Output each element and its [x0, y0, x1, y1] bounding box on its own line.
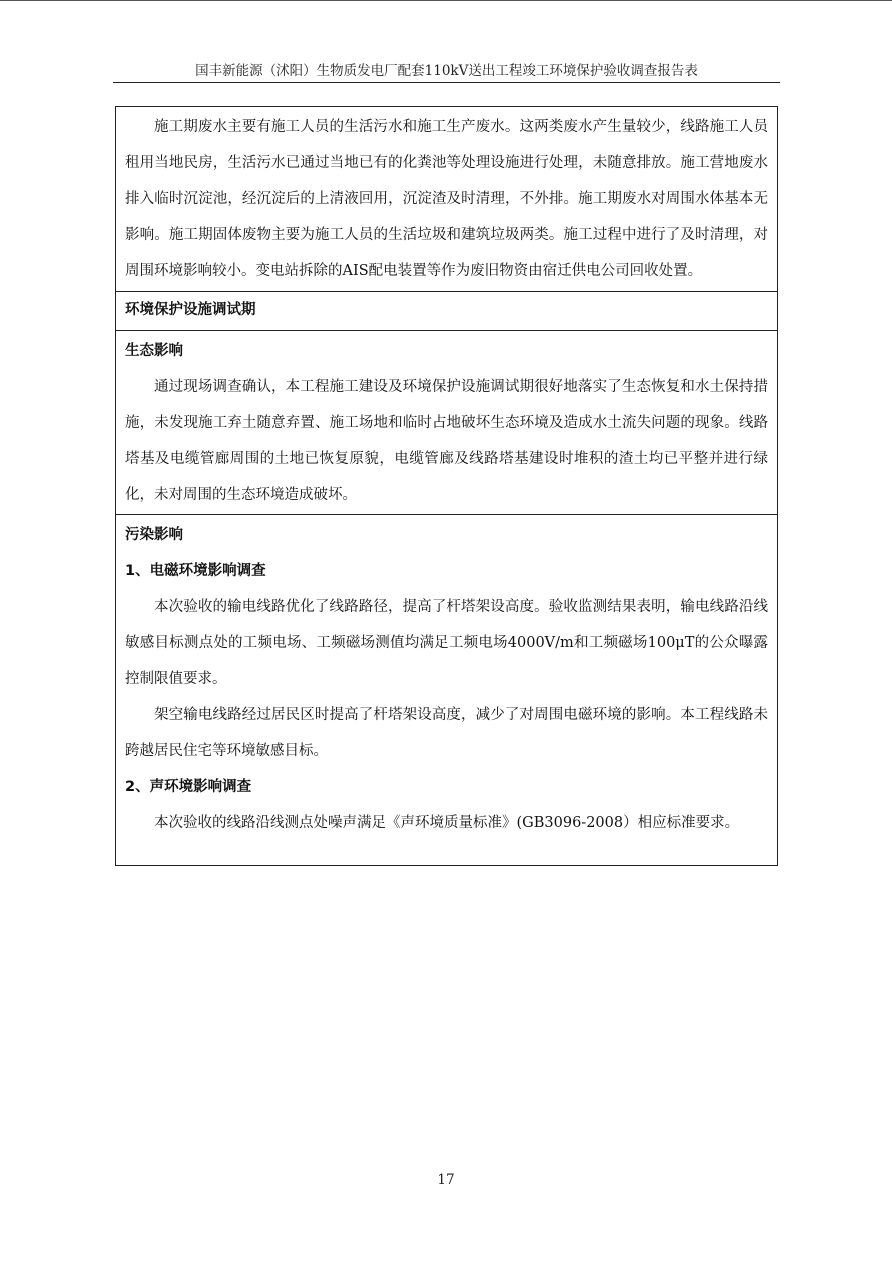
header-divider [113, 82, 780, 83]
electromagnetic-paragraph-2: 架空输电线路经过居民区时提高了杆塔架设高度，减少了对周围电磁环境的影响。本工程线路未跨越居民住宅等环境敏感目标。 [125, 707, 768, 759]
page-top-border [0, 0, 892, 1]
ecology-paragraph: 通过现场调查确认，本工程施工建设及环境保护设施调试期很好地落实了生态恢复和水土保持措施，未发现施工弃土随意弃置、施工场地和临时占地破坏生态环境及造成水土流失问题的现象。线路塔基及电缆管廊周围的土地已恢复原貌，电缆管廊及线路塔基建设时堆积的渣土均已平整并进行绿化，未对周围的生态环境造成破坏。 [125, 379, 768, 503]
report-header-title: 国丰新能源（沭阳）生物质发电厂配套110kV送出工程竣工环境保护验收调查报告表 [195, 63, 698, 79]
table-row [116, 515, 778, 866]
trial-period-title: 环境保护设施调试期 [125, 302, 256, 318]
table-row [116, 107, 778, 292]
report-table [115, 106, 778, 866]
acoustic-title: 2、声环境影响调查 [125, 779, 252, 795]
ecology-title: 生态影响 [125, 343, 183, 359]
table-row [116, 331, 778, 515]
table-row [116, 292, 778, 331]
ecology-cell [116, 331, 778, 515]
pollution-title: 污染影响 [125, 527, 183, 543]
trial-period-cell [116, 292, 778, 331]
construction-period-cell [116, 107, 778, 292]
construction-period-paragraph: 施工期废水主要有施工人员的生活污水和施工生产废水。这两类废水产生量较少，线路施工人员租用当地民房，生活污水已通过当地已有的化粪池等处理设施进行处理，未随意排放。施工营地废水排入临时沉淀池，经沉淀后的上清液回用，沉淀渣及时清理，不外排。施工期废水对周围水体基本无影响。施工期固体废物主要为施工人员的生活垃圾和建筑垃圾两类。施工过程中进行了及时清理，对周围环境影响较小。变电站拆除的AIS配电装置等作为废旧物资由宿迁供电公司回收处置。 [125, 119, 768, 279]
electromagnetic-paragraph-1: 本次验收的输电线路优化了线路路径，提高了杆塔架设高度。验收监测结果表明，输电线路沿线敏感目标测点处的工频电场、工频磁场测值均满足工频电场4000V/m和工频磁场100μT的公众曝露控制限值要求。 [125, 599, 768, 687]
acoustic-paragraph: 本次验收的线路沿线测点处噪声满足《声环境质量标准》(GB3096-2008）相应标准要求。 [154, 815, 740, 831]
pollution-cell [116, 515, 778, 866]
electromagnetic-title: 1、电磁环境影响调查 [125, 563, 266, 579]
page-number: 17 [437, 1172, 455, 1188]
